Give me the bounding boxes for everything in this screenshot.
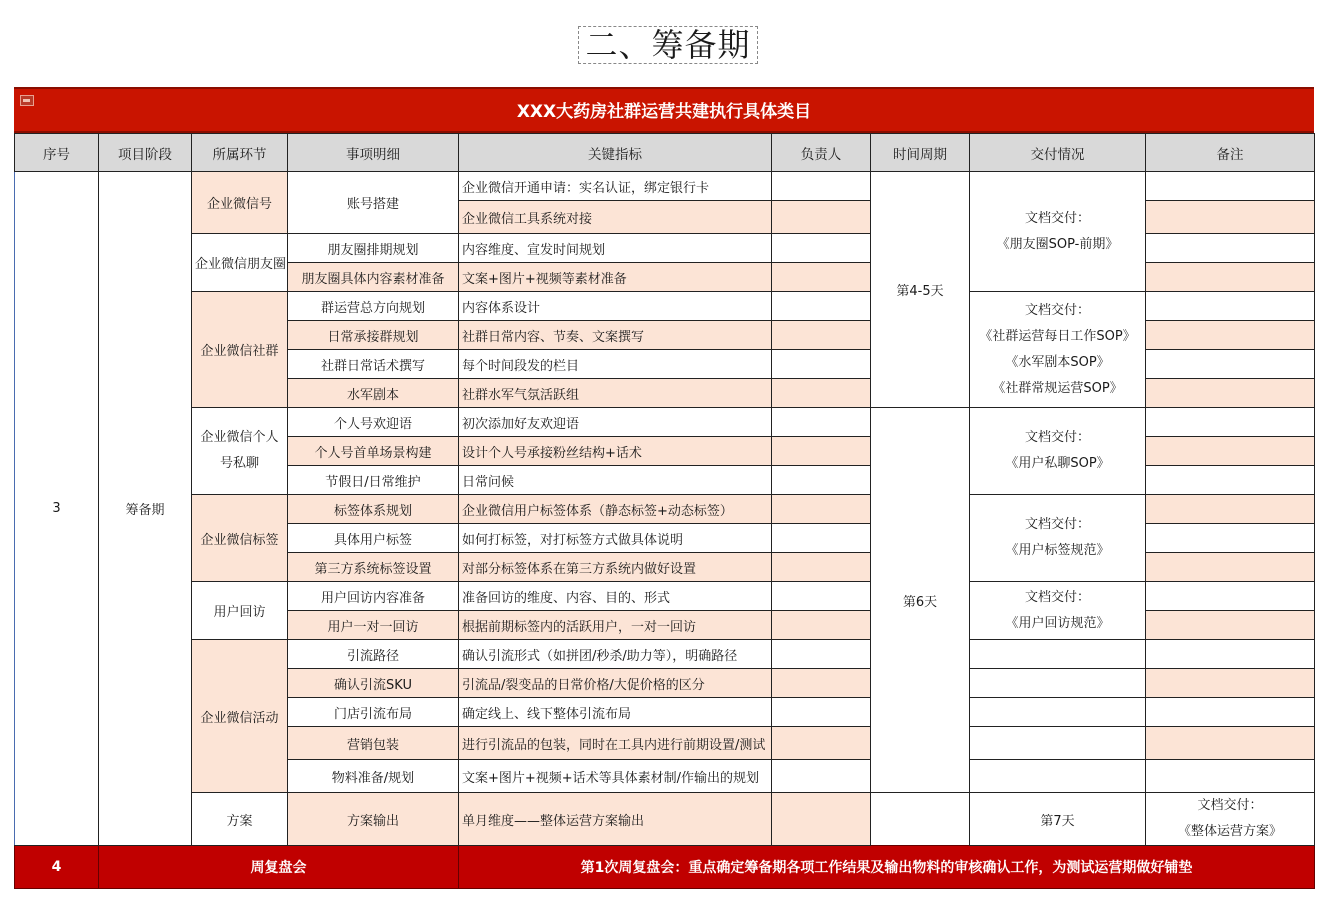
owner-cell[interactable]: [772, 201, 871, 234]
owner-cell[interactable]: [772, 437, 871, 466]
detail-cell[interactable]: 朋友圈排期规划: [288, 234, 459, 263]
table-row: [15, 172, 1315, 201]
section-cell[interactable]: 企业微信号: [192, 172, 288, 234]
notes-cell[interactable]: [1146, 669, 1315, 698]
detail-cell[interactable]: 社群日常话术撰写: [288, 350, 459, 379]
deliverable-cell[interactable]: 文档交付： 《用户回访规范》: [970, 582, 1146, 640]
deliverable-cell[interactable]: 文档交付： 《用户标签规范》: [970, 495, 1146, 582]
section-cell[interactable]: 用户回访: [192, 582, 288, 640]
footer-row: [15, 846, 1315, 889]
owner-cell[interactable]: [772, 321, 871, 350]
owner-cell[interactable]: [772, 292, 871, 321]
kpi-cell[interactable]: 准备回访的维度、内容、目的、形式: [459, 582, 772, 611]
notes-cell[interactable]: [1146, 408, 1315, 437]
owner-cell[interactable]: [772, 793, 871, 846]
footer-seq-cell[interactable]: 4: [15, 846, 99, 889]
kpi-cell[interactable]: 确定线上、线下整体引流布局: [459, 698, 772, 727]
kpi-cell[interactable]: 日常问候: [459, 466, 772, 495]
kpi-cell[interactable]: 文案+图片+视频+话术等具体素材制/作输出的规划: [459, 760, 772, 793]
notes-cell[interactable]: [1146, 582, 1315, 611]
kpi-cell[interactable]: 如何打标签，对打标签方式做具体说明: [459, 524, 772, 553]
seq-cell[interactable]: 3: [15, 172, 99, 846]
owner-cell[interactable]: [772, 582, 871, 611]
detail-cell[interactable]: 确认引流SKU: [288, 669, 459, 698]
table-row: [15, 582, 1315, 611]
task-table: [14, 133, 1315, 889]
table-title: XXX大药房社群运营共建执行具体类目: [516, 102, 812, 122]
owner-cell[interactable]: [772, 379, 871, 408]
notes-cell[interactable]: [1146, 350, 1315, 379]
kpi-cell[interactable]: 每个时间段发的栏目: [459, 350, 772, 379]
owner-cell[interactable]: [772, 350, 871, 379]
col-header-owner[interactable]: 负责人: [772, 134, 871, 172]
kpi-cell[interactable]: 文案+图片+视频等素材准备: [459, 263, 772, 292]
kpi-cell[interactable]: 确认引流形式（如拼团/秒杀/助力等），明确路径: [459, 640, 772, 669]
owner-cell[interactable]: [772, 408, 871, 437]
page-title: 二、筹备期: [578, 26, 758, 64]
kpi-cell[interactable]: 社群水军气氛活跃组: [459, 379, 772, 408]
detail-cell[interactable]: 方案输出: [288, 793, 459, 846]
detail-cell[interactable]: 第三方系统标签设置: [288, 553, 459, 582]
detail-cell[interactable]: 用户回访内容准备: [288, 582, 459, 611]
notes-cell[interactable]: [1146, 321, 1315, 350]
col-header-notes[interactable]: 备注: [1146, 134, 1315, 172]
deliverable-cell[interactable]: 文档交付： 《用户私聊SOP》: [970, 408, 1146, 495]
owner-cell[interactable]: [772, 466, 871, 495]
col-header-period[interactable]: 时间周期: [871, 134, 970, 172]
table-row: [15, 292, 1315, 321]
detail-cell[interactable]: 个人号欢迎语: [288, 408, 459, 437]
notes-cell[interactable]: [1146, 172, 1315, 201]
owner-cell[interactable]: [772, 524, 871, 553]
detail-cell[interactable]: 物料准备/规划: [288, 760, 459, 793]
col-header-deliverable[interactable]: 交付情况: [970, 134, 1146, 172]
notes-cell[interactable]: [1146, 524, 1315, 553]
owner-cell[interactable]: [772, 234, 871, 263]
owner-cell[interactable]: [772, 760, 871, 793]
table-banner: [14, 87, 1314, 133]
table-row: [15, 495, 1315, 524]
period-cell[interactable]: 第6天: [871, 408, 970, 793]
footer-description-cell[interactable]: 第1次周复盘会：重点确定筹备期各项工作结果及输出物料的审核确认工作，为测试运营期做好铺垫: [459, 846, 1315, 889]
kpi-cell[interactable]: 根据前期标签内的活跃用户，一对一回访: [459, 611, 772, 640]
owner-cell[interactable]: [772, 698, 871, 727]
stage-cell[interactable]: 筹备期: [99, 172, 192, 846]
section-cell[interactable]: 企业微信标签: [192, 495, 288, 582]
period-cell[interactable]: 第7天: [970, 793, 1146, 846]
deliverable-cell[interactable]: [970, 640, 1146, 669]
owner-cell[interactable]: [772, 553, 871, 582]
column-header-row: [15, 134, 1315, 172]
kpi-cell[interactable]: 引流品/裂变品的日常价格/大促价格的区分: [459, 669, 772, 698]
section-cell[interactable]: 企业微信活动: [192, 640, 288, 793]
kpi-cell[interactable]: 企业微信工具系统对接: [459, 201, 772, 234]
detail-cell[interactable]: 营销包装: [288, 727, 459, 760]
notes-cell[interactable]: [1146, 760, 1315, 793]
deliverable-cell[interactable]: [970, 669, 1146, 698]
image-placeholder-icon: [20, 95, 34, 106]
owner-cell[interactable]: [772, 172, 871, 201]
kpi-cell[interactable]: 内容体系设计: [459, 292, 772, 321]
table-row: [15, 408, 1315, 437]
detail-cell[interactable]: 账号搭建: [288, 172, 459, 234]
detail-cell[interactable]: 引流路径: [288, 640, 459, 669]
detail-cell[interactable]: 群运营总方向规划: [288, 292, 459, 321]
kpi-cell[interactable]: 单月维度——整体运营方案输出: [459, 793, 772, 846]
notes-cell[interactable]: [1146, 553, 1315, 582]
deliverable-cell[interactable]: 文档交付： 《朋友圈SOP-前期》: [970, 172, 1146, 292]
col-header-stage[interactable]: 项目阶段: [99, 134, 192, 172]
owner-cell[interactable]: [772, 669, 871, 698]
col-header-kpi[interactable]: 关键指标: [459, 134, 772, 172]
detail-cell[interactable]: 用户一对一回访: [288, 611, 459, 640]
deliverable-cell[interactable]: 文档交付： 《社群运营每日工作SOP》 《水军剧本SOP》 《社群常规运营SOP》: [970, 292, 1146, 408]
kpi-cell[interactable]: 内容维度、宣发时间规划: [459, 234, 772, 263]
notes-cell[interactable]: [1146, 727, 1315, 760]
footer-stage-cell[interactable]: 周复盘会: [99, 846, 459, 889]
section-cell[interactable]: 方案: [192, 793, 288, 846]
section-cell[interactable]: 企业微信朋友圈: [192, 234, 288, 292]
deliverable-cell[interactable]: [970, 698, 1146, 727]
notes-cell[interactable]: [1146, 698, 1315, 727]
detail-cell[interactable]: 日常承接群规划: [288, 321, 459, 350]
notes-cell[interactable]: [1146, 437, 1315, 466]
detail-cell[interactable]: 个人号首单场景构建: [288, 437, 459, 466]
detail-cell[interactable]: 节假日/日常维护: [288, 466, 459, 495]
kpi-cell[interactable]: 进行引流品的包装，同时在工具内进行前期设置/测试: [459, 727, 772, 760]
owner-cell[interactable]: [772, 611, 871, 640]
kpi-cell[interactable]: 对部分标签体系在第三方系统内做好设置: [459, 553, 772, 582]
owner-cell[interactable]: [772, 727, 871, 760]
detail-cell[interactable]: 门店引流布局: [288, 698, 459, 727]
notes-cell[interactable]: [1146, 611, 1315, 640]
deliverable-cell[interactable]: [970, 727, 1146, 760]
detail-cell[interactable]: 具体用户标签: [288, 524, 459, 553]
notes-cell[interactable]: [1146, 263, 1315, 292]
notes-cell[interactable]: [1146, 379, 1315, 408]
col-header-section[interactable]: 所属环节: [192, 134, 288, 172]
period-cell[interactable]: 第4-5天: [871, 172, 970, 408]
detail-cell[interactable]: 标签体系规划: [288, 495, 459, 524]
deliverable-cell[interactable]: [970, 760, 1146, 793]
owner-cell[interactable]: [772, 263, 871, 292]
notes-cell[interactable]: [1146, 234, 1315, 263]
notes-cell[interactable]: [1146, 640, 1315, 669]
table-row: [15, 640, 1315, 669]
kpi-cell[interactable]: 企业微信用户标签体系（静态标签+动态标签）: [459, 495, 772, 524]
owner-cell[interactable]: [772, 640, 871, 669]
section-cell[interactable]: 企业微信社群: [192, 292, 288, 408]
notes-cell[interactable]: [1146, 292, 1315, 321]
col-header-detail[interactable]: 事项明细: [288, 134, 459, 172]
detail-cell[interactable]: 水军剧本: [288, 379, 459, 408]
kpi-cell[interactable]: 初次添加好友欢迎语: [459, 408, 772, 437]
kpi-cell[interactable]: 设计个人号承接粉丝结构+话术: [459, 437, 772, 466]
kpi-cell[interactable]: 社群日常内容、节奏、文案撰写: [459, 321, 772, 350]
deliverable-cell[interactable]: 文档交付： 《整体运营方案》: [1146, 793, 1315, 846]
notes-cell[interactable]: [1146, 495, 1315, 524]
kpi-cell[interactable]: 企业微信开通申请：实名认证，绑定银行卡: [459, 172, 772, 201]
owner-cell[interactable]: [772, 495, 871, 524]
detail-cell[interactable]: 朋友圈具体内容素材准备: [288, 263, 459, 292]
notes-cell[interactable]: [1146, 466, 1315, 495]
notes-cell[interactable]: [1146, 201, 1315, 234]
col-header-seq[interactable]: 序号: [15, 134, 99, 172]
section-cell[interactable]: 企业微信个人号私聊: [192, 408, 288, 495]
